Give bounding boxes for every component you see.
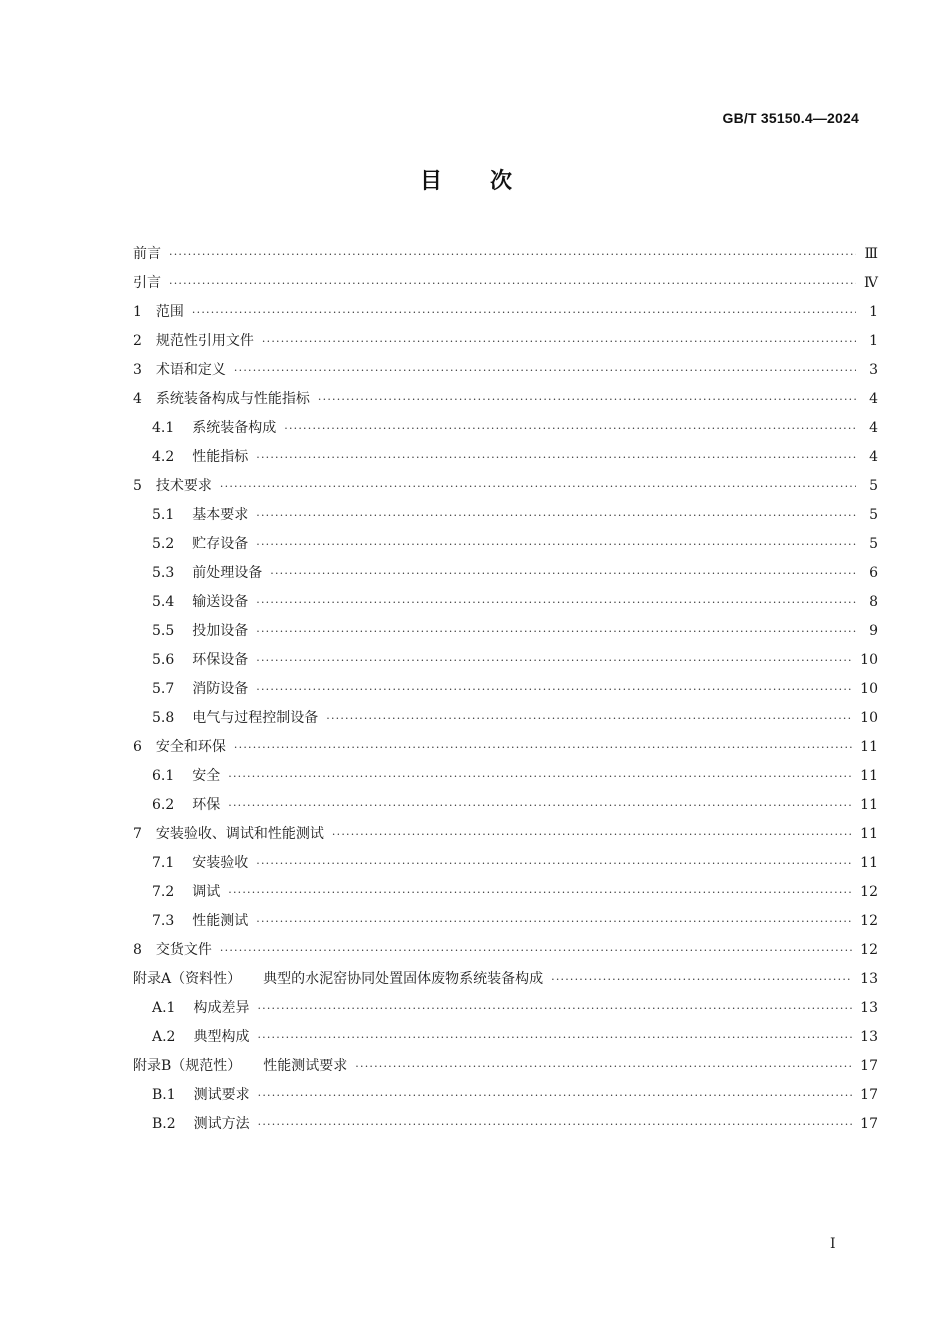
toc-entry[interactable]: [133, 791, 878, 820]
toc-entry-text: 测试要求: [193, 1087, 250, 1103]
toc-entry-number: 6: [133, 739, 142, 755]
toc-entry-page: 13: [860, 971, 878, 987]
toc-entry-text: 性能测试: [192, 913, 249, 929]
toc-entry-number: 5.4: [152, 594, 175, 610]
toc-entry[interactable]: [133, 675, 878, 704]
toc-entry-label: [152, 443, 256, 472]
toc-entry-number: 8: [133, 942, 142, 958]
toc-leader-dots: [258, 1110, 853, 1139]
toc-entry-page: 5: [869, 536, 878, 552]
toc-entry-number: 6.2: [152, 797, 175, 813]
toc-leader-dots: [228, 878, 852, 907]
toc-leader-dots: [228, 791, 852, 820]
toc-entry-number: B.1: [152, 1087, 176, 1103]
toc-entry-text: 规范性引用文件: [155, 333, 254, 349]
toc-leader-dots: [256, 849, 852, 878]
toc-entry-text: 测试方法: [193, 1116, 250, 1132]
toc-entry-text: 安装验收: [192, 855, 249, 871]
toc-entry-label: [133, 240, 169, 269]
toc-leader-dots: [256, 443, 856, 472]
toc-entry-page: 11: [860, 797, 878, 813]
toc-entry[interactable]: [133, 878, 878, 907]
toc-entry-label: [152, 588, 256, 617]
toc-leader-dots: [220, 936, 852, 965]
toc-entry-text: 环保: [192, 797, 221, 813]
toc-entry-number: 6.1: [152, 768, 175, 784]
toc-entry-label: [152, 907, 256, 936]
toc-entry[interactable]: [133, 356, 878, 385]
toc-entry-label: [152, 1110, 258, 1139]
toc-entry-number: 附录A（资料性）: [133, 971, 242, 987]
toc-leader-dots: [169, 240, 856, 269]
toc-entry-text: 调试: [192, 884, 221, 900]
toc-entry[interactable]: [133, 443, 878, 472]
toc-entry-page: 4: [869, 420, 878, 436]
toc-entry-number: B.2: [152, 1116, 176, 1132]
toc-entry-label: [152, 675, 256, 704]
toc-entry-text: 技术要求: [155, 478, 212, 494]
toc-entry-page: 5: [869, 507, 878, 523]
toc-entry-number: 5.2: [152, 536, 175, 552]
toc-entry[interactable]: [133, 907, 878, 936]
toc-entry-page: 12: [860, 884, 878, 900]
toc-entry-label: [133, 936, 220, 965]
toc-entry-text: 系统装备构成: [192, 420, 277, 436]
toc-entry-text: 术语和定义: [155, 362, 226, 378]
toc-leader-dots: [270, 559, 856, 588]
toc-entry-number: A.2: [152, 1029, 176, 1045]
toc-entry-page: 9: [869, 623, 878, 639]
toc-entry-label: [133, 269, 169, 298]
toc-entry-label: [133, 1052, 355, 1081]
toc-entry-page: 6: [869, 565, 878, 581]
toc-entry-text: 电气与过程控制设备: [192, 710, 319, 726]
toc-entry-page: 17: [860, 1116, 878, 1132]
toc-entry-text: 范围: [155, 304, 184, 320]
toc-entry-page: Ⅳ: [864, 275, 878, 291]
toc-leader-dots: [220, 472, 856, 501]
toc-entry-label: [152, 762, 228, 791]
toc-entry-page: 5: [869, 478, 878, 494]
toc-entry-page: Ⅲ: [864, 246, 878, 262]
toc-entry[interactable]: [133, 240, 878, 269]
toc-entry-page: 13: [860, 1000, 878, 1016]
toc-entry-page: 8: [869, 594, 878, 610]
toc-entry-label: [152, 994, 257, 1023]
toc-entry-number: 5.3: [152, 565, 175, 581]
toc-leader-dots: [332, 820, 852, 849]
toc-entry-label: [152, 878, 228, 907]
toc-entry-page: 11: [860, 739, 878, 755]
toc-entry-page: 11: [860, 855, 878, 871]
toc-entry[interactable]: [133, 994, 878, 1023]
toc-entry-text: 典型的水泥窑协同处置固体废物系统装备构成: [263, 971, 544, 987]
toc-entry-page: 4: [869, 449, 878, 465]
toc-entry-number: 5.1: [152, 507, 175, 523]
toc-entry[interactable]: [133, 1023, 878, 1052]
toc-entry-number: 附录B（规范性）: [133, 1058, 242, 1074]
toc-entry-page: 3: [869, 362, 878, 378]
toc-entry-text: 性能指标: [192, 449, 249, 465]
toc-leader-dots: [228, 762, 852, 791]
toc-entry-label: [152, 646, 256, 675]
toc-entry[interactable]: [133, 733, 878, 762]
toc-entry-page: 13: [860, 1029, 878, 1045]
toc-entry[interactable]: [133, 414, 878, 443]
toc-entry-number: 5.6: [152, 652, 175, 668]
toc-entry-label: [152, 1081, 258, 1110]
toc-leader-dots: [257, 1023, 852, 1052]
toc-leader-dots: [256, 588, 856, 617]
toc-leader-dots: [355, 1052, 852, 1081]
toc-leader-dots: [256, 530, 856, 559]
toc-leader-dots: [257, 994, 852, 1023]
toc-entry[interactable]: [133, 820, 878, 849]
toc-entry[interactable]: [133, 588, 878, 617]
toc-entry-label: [133, 472, 220, 501]
toc-entry-number: 7.2: [152, 884, 175, 900]
toc-leader-dots: [169, 269, 856, 298]
toc-entry-text: 环保设备: [192, 652, 249, 668]
toc-entry-page: 12: [860, 942, 878, 958]
toc-entry-label: [152, 1023, 257, 1052]
toc-entry-label: [152, 414, 284, 443]
toc-entry-text: 前言: [133, 246, 161, 262]
toc-entry-page: 17: [860, 1058, 878, 1074]
toc-entry-text: 安装验收、调试和性能测试: [155, 826, 324, 842]
toc-entry[interactable]: [133, 704, 878, 733]
toc-entry-page: 17: [860, 1087, 878, 1103]
toc-entry[interactable]: [133, 849, 878, 878]
toc-entry-number: 5: [133, 478, 142, 494]
toc-leader-dots: [318, 385, 856, 414]
toc-leader-dots: [326, 704, 852, 733]
toc-entry[interactable]: [133, 1052, 878, 1081]
toc-entry-text: 前处理设备: [192, 565, 263, 581]
page-title: 目次: [419, 169, 560, 194]
toc-entry-page: 10: [860, 681, 878, 697]
toc-entry[interactable]: [133, 936, 878, 965]
toc-entry-text: 贮存设备: [192, 536, 249, 552]
toc-entry-page: 11: [860, 826, 878, 842]
toc-entry-number: 4.2: [152, 449, 175, 465]
table-of-contents: [133, 240, 878, 1139]
toc-leader-dots: [256, 675, 852, 704]
toc-leader-dots: [234, 733, 852, 762]
toc-entry-label: [133, 733, 234, 762]
toc-leader-dots: [284, 414, 856, 443]
toc-entry-text: 构成差异: [193, 1000, 250, 1016]
toc-entry-text: 系统装备构成与性能指标: [155, 391, 310, 407]
toc-entry-number: 4: [133, 391, 142, 407]
toc-entry-text: 输送设备: [192, 594, 249, 610]
toc-entry-label: [152, 501, 256, 530]
toc-entry-text: 基本要求: [192, 507, 249, 523]
toc-entry-number: 3: [133, 362, 142, 378]
toc-leader-dots: [256, 501, 856, 530]
toc-entry[interactable]: [133, 1110, 878, 1139]
toc-entry-number: 4.1: [152, 420, 175, 436]
toc-entry[interactable]: [133, 472, 878, 501]
toc-entry-number: 7.1: [152, 855, 175, 871]
toc-entry[interactable]: [133, 269, 878, 298]
toc-entry-page: 4: [869, 391, 878, 407]
toc-entry-page: 1: [869, 333, 878, 349]
toc-entry-number: 2: [133, 333, 142, 349]
toc-entry-number: 7.3: [152, 913, 175, 929]
toc-leader-dots: [258, 1081, 853, 1110]
toc-entry-page: 10: [860, 652, 878, 668]
toc-entry-label: [152, 530, 256, 559]
toc-entry-number: 5.7: [152, 681, 175, 697]
toc-leader-dots: [551, 965, 852, 994]
toc-entry-label: [152, 617, 256, 646]
toc-entry[interactable]: [133, 762, 878, 791]
toc-entry[interactable]: [133, 1081, 878, 1110]
toc-entry-number: 5.5: [152, 623, 175, 639]
toc-entry-text: 性能测试要求: [263, 1058, 348, 1074]
toc-entry-label: [133, 965, 551, 994]
toc-entry-number: 1: [133, 304, 142, 320]
toc-entry[interactable]: [133, 298, 878, 327]
toc-entry-text: 投加设备: [192, 623, 249, 639]
toc-entry-label: [152, 791, 228, 820]
toc-entry[interactable]: [133, 646, 878, 675]
toc-entry-label: [133, 356, 234, 385]
toc-entry[interactable]: [133, 385, 878, 414]
toc-entry-text: 典型构成: [193, 1029, 250, 1045]
toc-leader-dots: [256, 617, 856, 646]
toc-entry[interactable]: [133, 530, 878, 559]
toc-entry-text: 安全和环保: [155, 739, 226, 755]
toc-entry-label: [133, 298, 192, 327]
toc-entry-label: [152, 704, 326, 733]
toc-entry-page: 1: [869, 304, 878, 320]
toc-entry-page: 12: [860, 913, 878, 929]
toc-entry-label: [133, 327, 262, 356]
toc-entry-number: 7: [133, 826, 142, 842]
toc-entry-label: [152, 559, 270, 588]
toc-entry-label: [152, 849, 256, 878]
toc-entry-text: 交货文件: [155, 942, 212, 958]
toc-entry[interactable]: [133, 327, 878, 356]
page-number: I: [830, 1236, 836, 1252]
toc-leader-dots: [234, 356, 856, 385]
standard-number: GB/T 35150.4—2024: [722, 110, 859, 126]
toc-entry-number: 5.8: [152, 710, 175, 726]
toc-entry-page: 11: [860, 768, 878, 784]
toc-entry[interactable]: [133, 617, 878, 646]
toc-entry-text: 消防设备: [192, 681, 249, 697]
toc-entry-label: [133, 385, 318, 414]
toc-leader-dots: [256, 646, 852, 675]
toc-entry-page: 10: [860, 710, 878, 726]
toc-entry[interactable]: [133, 501, 878, 530]
toc-leader-dots: [256, 907, 852, 936]
toc-leader-dots: [262, 327, 856, 356]
toc-entry-text: 安全: [192, 768, 221, 784]
toc-entry-number: A.1: [152, 1000, 176, 1016]
toc-entry-text: 引言: [133, 275, 161, 291]
toc-entry[interactable]: [133, 965, 878, 994]
toc-entry-label: [133, 820, 332, 849]
toc-leader-dots: [192, 298, 856, 327]
toc-entry[interactable]: [133, 559, 878, 588]
